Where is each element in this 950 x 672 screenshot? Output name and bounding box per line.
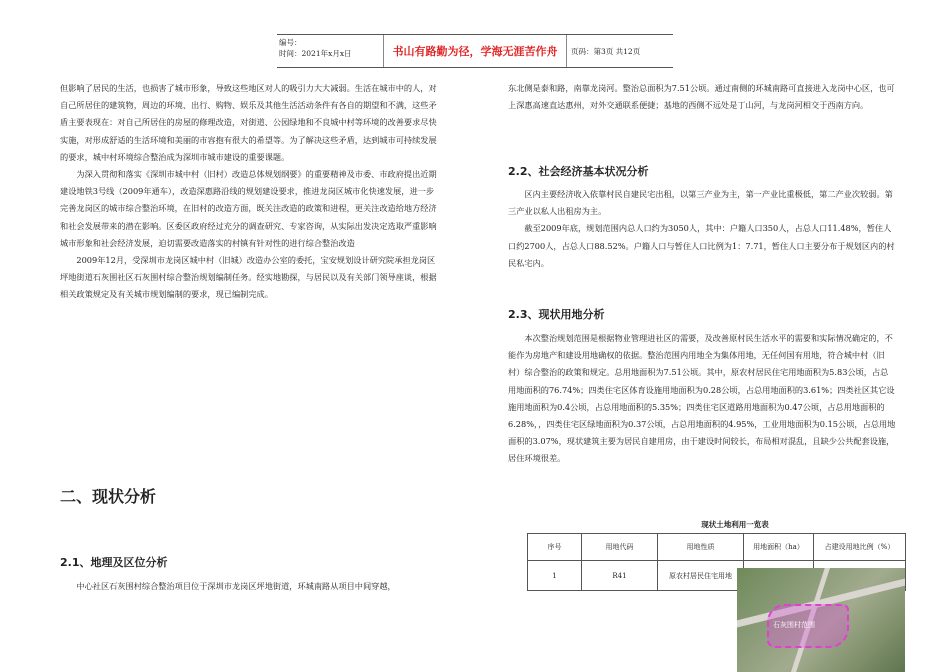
table-header-cell: 用地面积（ha） xyxy=(744,534,814,561)
table-header-cell: 用地代码 xyxy=(582,534,658,561)
table-header-row xyxy=(528,534,906,561)
map-label: 石灰围村范围 xyxy=(773,621,815,629)
section-title: 二、现状分析 xyxy=(60,487,157,506)
date-line: 时间：2021年x月x日 xyxy=(279,49,352,58)
right-column xyxy=(508,80,896,114)
paragraph: 2009年12月，受深圳市龙岗区城中村（旧城）改造办公室的委托，宝安规划设计研究院承担龙岗区坪地街道石灰围社区石灰围村综合整治规划编制任务。经实地勘探，与居民以及有关部门领导座谈，根据相关政策规定及有关城市规划编制的要求，现已编制完成。 xyxy=(60,255,437,300)
table-cell: R41 xyxy=(582,561,658,591)
page-header xyxy=(277,34,673,68)
subsection-2-1-body xyxy=(60,578,442,595)
header-meta xyxy=(277,35,383,67)
subsection-2-2-body xyxy=(508,186,896,272)
subsection-title-2-2: 2.2、社会经济基本状况分析 xyxy=(508,165,649,178)
table-cell: 原农村居民住宅用地 xyxy=(658,561,744,591)
table-title: 现状土地利用一览表 xyxy=(701,520,769,529)
paragraph: 中心社区石灰围村综合整治项目位于深圳市龙岗区坪地街道，环城南路从项目中间穿越， xyxy=(76,581,396,591)
paragraph: 为深入贯彻和落实《深圳市城中村（旧村）改造总体规划纲要》的重要精神及市委、市政府提出近期建设地铁3号线（2009年通车），改造深惠路沿线的规划建设要求，推进龙岗区城市化快速发展，进一步完善龙岗区的城市综合整治环境，在旧村的改造方面，既关注改造的政策和进程，更关注改造给地方经济和社会发展带来的潜在影响。区委区政府经过充分的调查研究、专家咨询，从实际出发决定选取严重影响城市形象和社会经济发展，迫切需要改造落实的村镇有针对性的进行综合整治改造 xyxy=(60,169,437,248)
paragraph: 本次整治规划范围是根据物业管理进社区的需要，及改善原村民生活水平的需要和实际情况确定的，不能作为房地产和建设用地确权的依据。整治范围内用地全为集体用地，无任何国有用地，符合城中村（旧村）综合整治的政策和规定。总用地面积为7.51公顷。其中，原农村居民住宅用地面积为5.83公顷，占总用地面积的76.74%；四类住宅区体育设施用地面积为0.28公顷，占总用地面积的3.61%；四类社区其它设施用地面积为0.4公顷，占总用地面积的5.35%；四类住宅区道路用地面积为0.47公顷，占总用地面积的6.28%，，四类住宅区绿地面积为0.37公顷，占总用地面积的4.95%，工业用地面积为0.15公顷，占总用地面积的3.07%，现状建筑主要为居民自建用房，由于建设时间较长，布局相对混乱，且缺少公共配套设施，居住环境很差。 xyxy=(508,333,896,464)
paragraph: 截至2009年底，规划范围内总人口约为3050人，其中：户籍人口350人，占总人口11.48%，暂住人口约2700人，占总人口88.52%。户籍人口与暂住人口比例为1：7.71，暂住人口主要分布于规划区内的村民私宅内。 xyxy=(508,223,895,268)
header-slogan: 书山有路勤为径，学海无涯苦作舟 xyxy=(383,35,567,67)
paragraph: 但影响了居民的生活，也损害了城市形象，导致这些地区对人的吸引力大大减弱。生活在城市中的人，对自己所居住的建筑物，周边的环境、出行、购物、娱乐及其他生活活动条件有各自的期望和不满，这些矛盾主要表现在：对自己所居住的房屋的修理改造，对街道、公园绿地和不良城中村等环境的改善要求尽快实施，对形成舒适的生活环境和美丽的市容抱有很大的希望等。为了解决这些矛盾，达到城市可持续发展的要求，城中村环境综合整治成为深圳市城市建设的重要课题。 xyxy=(60,83,437,162)
table-header-cell: 用地性质 xyxy=(658,534,744,561)
table-header-cell: 占建设用地比例（%） xyxy=(814,534,906,561)
subsection-title-2-1: 2.1、地理及区位分析 xyxy=(60,556,168,569)
paragraph: 区内主要经济收入依靠村民自建民宅出租，以第三产业为主，第一产业比重极低，第二产业次较弱。第三产业以私人出租房为主。 xyxy=(508,189,893,217)
left-column xyxy=(60,80,442,304)
paragraph: 东北侧是泰和路，南靠龙岗河。整治总面积为7.51公顷。通过南侧的环城南路可直接进入龙岗中心区，也可上深惠高速直达惠州，对外交通联系便捷；基地的西侧不远处是丁山河，与龙岗河相交于西南方向。 xyxy=(508,83,895,111)
table-cell: 1 xyxy=(528,561,582,591)
aerial-map xyxy=(737,568,905,672)
table-header-cell: 序号 xyxy=(528,534,582,561)
subsection-2-3-body xyxy=(508,330,896,468)
serial-number: 编号： xyxy=(279,38,302,47)
subsection-title-2-3: 2.3、现状用地分析 xyxy=(508,308,605,321)
page-number: 页码：第3页 共12页 xyxy=(571,46,641,56)
